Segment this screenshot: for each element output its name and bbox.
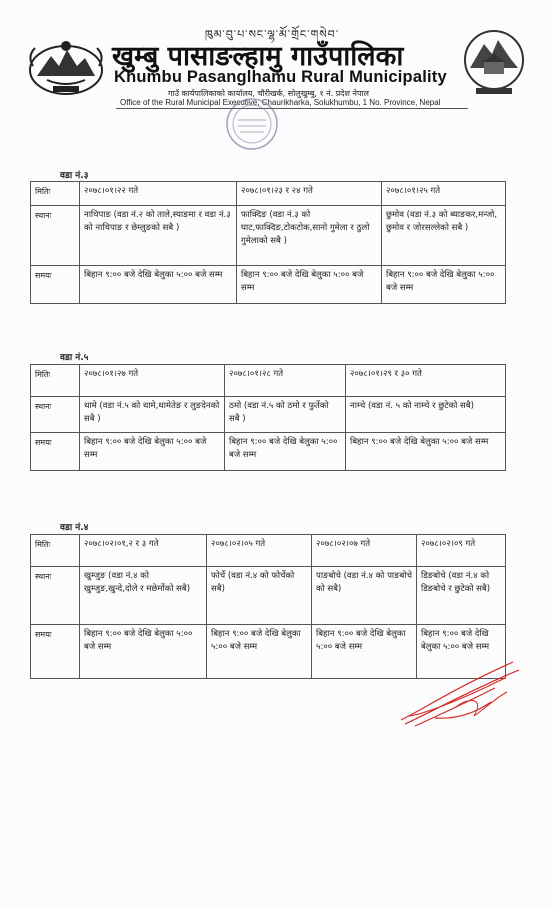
time-cell: बिहान ९:०० बजे देखि बेलुका ५:०० बजे सम्म [80,625,207,679]
handwritten-signature [395,658,525,730]
place-cell: पाङबोचे (वडा नं.४ को पाङबोचे को सबै) [312,567,417,625]
date-cell: २०७८।०२।०९ गते [417,535,506,567]
row-label: स्थानः [31,567,80,625]
place-cell: छुमोव (वडा नं.३ को ब्याङकर,मन्जो, छुमोव र जोरसल्लेको सबै ) [382,206,506,266]
date-cell: २०७८।०१।२२ गते [80,182,237,206]
schedule-table-ward-3 [30,181,506,304]
municipality-name-english: Khumbu Pasanglhamu Rural Municipality [114,68,447,86]
row-label: समयः [31,266,80,304]
time-cell: बिहान ९:०० बजे देखि बेलुका ५:०० बजे सम्म [417,625,506,679]
row-label: समयः [31,433,80,471]
tibetan-title: ཁུམ་བུ་པ་སང་ལྷ་མོ་གྲོང་གསེབ་ [205,28,340,41]
time-cell: बिहान ९:०० बजे देखि बेलुका ५:०० बजे सम्म [80,433,225,471]
municipality-logo-icon [462,28,526,98]
date-cell: २०७८।०२।०५ गते [207,535,312,567]
place-cell: फाक्दिङ (वडा नं.३ को घाट,फाक्दिङ,टोकटोक,सानो गुमेला र ठुलो गुमेलाको सबै ) [237,206,382,266]
place-cell: नाम्चे (वडा नं. ५ को नाम्चे र छुटेको सबै) [346,397,506,433]
table-row [31,182,506,206]
table-row [31,567,506,625]
row-label: स्थानः [31,397,80,433]
office-address-nepali: गाउँ कार्यपालिकाको कार्यालय, चौरीखर्क, सोलुखुम्बु, १ नं. प्रदेश नेपाल [168,89,369,98]
date-cell: २०७८।०१।२८ गते [225,365,346,397]
table-row [31,397,506,433]
municipality-name-nepali: खुम्बु पासाङल्हामु गाउँपालिका [112,41,404,72]
table-row [31,535,506,567]
date-cell: २०७८।०२।०१,२ र ३ गते [80,535,207,567]
place-cell: नाचिपाङ (वडा नं.२ को ताले,स्याङमा र वडा नं.३ को नाचिपाङ र छेम्लुङको सबै ) [80,206,237,266]
nepal-emblem-icon [27,36,105,98]
date-cell: २०७८।०१।२९ र ३० गते [346,365,506,397]
time-cell: बिहान ९:०० बजे देखि बेलुका ५:०० बजे सम्म [80,266,237,304]
office-address-english: Office of the Rural Municipal Executive, Chaurikharka, Solukhumbu, 1 No. Province, Nepal [120,98,441,107]
time-cell: बिहान ९:०० बजे देखि बेलुका ५:०० बजे सम्म [237,266,382,304]
row-label: मितिः [31,365,80,397]
place-cell: फोर्चे (वडा नं.४ को फोर्चेको सबै) [207,567,312,625]
table-row [31,266,506,304]
time-cell: बिहान ९:०० बजे देखि बेलुका ५:०० बजे सम्म [207,625,312,679]
date-cell: २०७८।०१।२३ र २४ गते [237,182,382,206]
date-cell: २०७८।०१।२७ गते [80,365,225,397]
time-cell: बिहान ९:०० बजे देखि बेलुका ५:०० बजे सम्म [225,433,346,471]
header-divider [116,108,468,109]
table-row [31,365,506,397]
place-cell: डिङबोचे (वडा नं.४ को डिङबोचे र छुटेको सबै) [417,567,506,625]
letterhead [0,18,553,108]
schedule-table-ward-5 [30,364,506,471]
date-cell: २०७८।०२।०७ गते [312,535,417,567]
row-label: स्थानः [31,206,80,266]
ward-heading: वडा नं.४ [60,523,89,533]
ward-heading: वडा नं.३ [60,171,89,181]
place-cell: थामे (वडा नं.५ को थामे,थामेतेङ र लुङदेनको सबै ) [80,397,225,433]
ward-heading: वडा नं.५ [60,353,89,363]
row-label: समयः [31,625,80,679]
time-cell: बिहान ९:०० बजे देखि बेलुका ५:०० बजे सम्म [382,266,506,304]
table-row [31,433,506,471]
official-seal [220,96,284,152]
time-cell: बिहान ९:०० बजे देखि बेलुका ५:०० बजे सम्म [312,625,417,679]
place-cell: खुम्जुङ (वडा नं.४ को खुम्जुङ,खुन्दे,दोले र मछेर्मोको सबै) [80,567,207,625]
date-cell: २०७८।०१।२५ गते [382,182,506,206]
table-row [31,206,506,266]
time-cell: बिहान ९:०० बजे देखि बेलुका ५:०० बजे सम्म [346,433,506,471]
place-cell: ठमो (वडा नं.५ को ठमो र फुर्तेको सबै ) [225,397,346,433]
row-label: मितिः [31,182,80,206]
row-label: मितिः [31,535,80,567]
